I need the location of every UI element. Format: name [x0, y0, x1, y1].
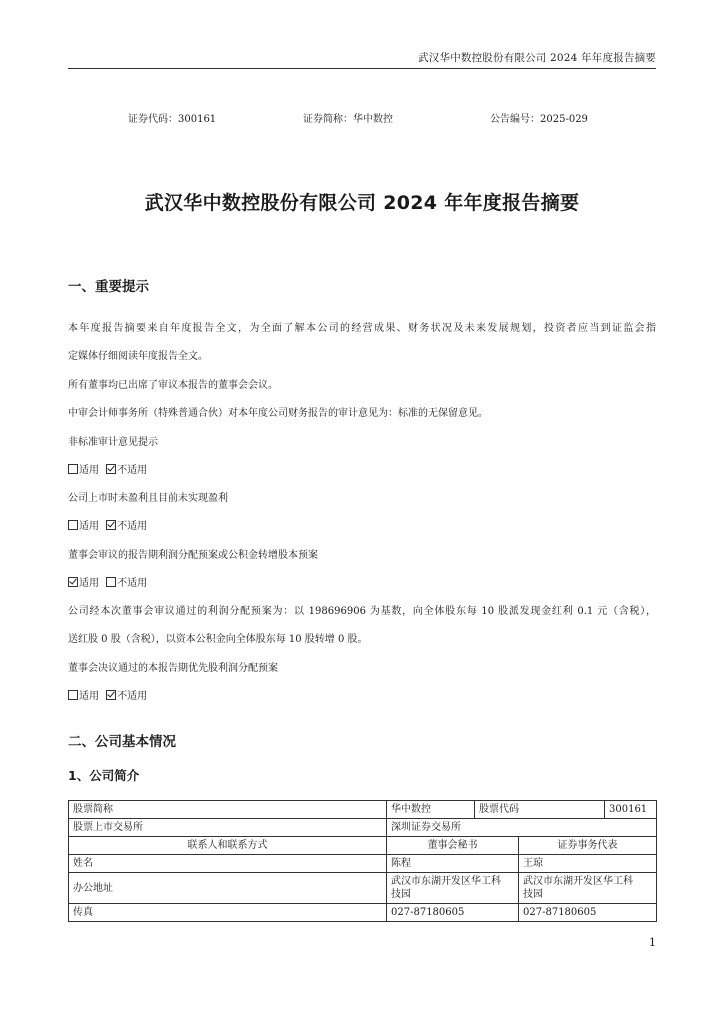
option-applicable: 适用: [79, 465, 99, 476]
address-line: 技园: [391, 889, 411, 900]
table-cell: 联系人和联系方式: [69, 837, 387, 855]
table-row: [69, 855, 657, 873]
table-cell: [519, 873, 657, 904]
option-not-applicable: 不适用: [117, 578, 148, 589]
table-cell: 华中数控: [387, 801, 475, 819]
paragraph-distribution-details-cont: 送红股 0 股（含税），以资本公积金向全体股东每 10 股转增 0 股。: [68, 634, 368, 645]
option-applicable: 适用: [79, 578, 99, 589]
paragraph-summary-source-cont: 定媒体仔细阅读年度报告全文。: [68, 351, 208, 362]
table-cell: 陈程: [387, 855, 519, 873]
checkbox-checked-icon: [106, 520, 116, 530]
table-cell: 股票简称: [69, 801, 387, 819]
table-cell: 王琼: [519, 855, 657, 873]
notice-number: 公告编号：2025-029: [490, 114, 588, 125]
table-cell: 办公地址: [69, 873, 387, 904]
checkbox-checked-icon: [68, 577, 78, 587]
address-line: 武汉市东湖开发区华工科: [523, 876, 633, 887]
table-cell: 深圳证券交易所: [387, 819, 657, 837]
table-cell: 027-87180605: [387, 904, 519, 922]
paragraph-audit-opinion: 中审会计师事务所（特殊普通合伙）对本年度公司财务报告的审计意见为：标准的无保留意见。: [68, 408, 488, 419]
section-heading-important-notes: 一、重要提示: [68, 279, 149, 295]
table-cell: 300161: [605, 801, 657, 819]
table-cell: 传真: [69, 904, 387, 922]
table-cell: 姓名: [69, 855, 387, 873]
stock-code: 证券代码：300161: [128, 114, 217, 125]
table-row: [69, 801, 657, 819]
address-line: 技园: [523, 889, 543, 900]
option-row-nonstandard-audit: [68, 461, 151, 476]
table-cell: 股票上市交易所: [69, 819, 387, 837]
company-profile-table: [68, 800, 657, 922]
table-cell: [387, 873, 519, 904]
option-not-applicable: 不适用: [117, 465, 148, 476]
table-row: [69, 873, 657, 904]
table-cell: 证券事务代表: [519, 837, 657, 855]
paragraph-directors-attendance: 所有董事均已出席了审议本报告的董事会会议。: [68, 380, 278, 391]
paragraph-nonstandard-audit: 非标准审计意见提示: [68, 437, 158, 448]
option-row-profit-distribution: [68, 574, 151, 589]
paragraph-distribution-details: 公司经本次董事会审议通过的利润分配预案为：以 198696906 为基数，向全体股东每 10 股派发现金红利 0.1 元（含税），: [68, 606, 656, 617]
paragraph-summary-source: 本年度报告摘要来自年度报告全文，为全面了解本公司的经营成果、财务状况及未来发展规划，投资者应当到证监会指: [68, 323, 656, 334]
running-header: 武汉华中数控股份有限公司 2024 年年度报告摘要: [418, 52, 656, 64]
option-not-applicable: 不适用: [117, 521, 148, 532]
option-not-applicable: 不适用: [117, 691, 148, 702]
page-number: 1: [649, 936, 656, 949]
option-applicable: 适用: [79, 521, 99, 532]
table-cell: 股票代码: [475, 801, 605, 819]
address-line: 武汉市东湖开发区华工科: [391, 876, 501, 887]
checkbox-empty-icon: [106, 577, 116, 587]
stock-short-name: 证券简称：华中数控: [303, 114, 393, 125]
paragraph-profit-distribution-plan: 董事会审议的报告期利润分配预案或公积金转增股本预案: [68, 550, 318, 561]
paragraph-preferred-stock-plan: 董事会决议通过的本报告期优先股利润分配预案: [68, 663, 278, 674]
checkbox-checked-icon: [106, 464, 116, 474]
table-cell: 027-87180605: [519, 904, 657, 922]
paragraph-unprofitable-listing: 公司上市时未盈利且目前未实现盈利: [68, 493, 228, 504]
checkbox-empty-icon: [68, 690, 78, 700]
option-row-preferred-stock: [68, 687, 151, 702]
table-row: [69, 837, 657, 855]
checkbox-checked-icon: [106, 690, 116, 700]
section-heading-company-basics: 二、公司基本情况: [68, 734, 176, 750]
checkbox-empty-icon: [68, 464, 78, 474]
table-row: [69, 904, 657, 922]
table-row: [69, 819, 657, 837]
option-applicable: 适用: [79, 691, 99, 702]
header-rule: [68, 68, 656, 69]
document-title: 武汉华中数控股份有限公司 2024 年年度报告摘要: [144, 192, 580, 214]
subsection-heading-company-profile: 1、公司简介: [68, 768, 140, 783]
option-row-unprofitable: [68, 517, 151, 532]
checkbox-empty-icon: [68, 520, 78, 530]
table-cell: 董事会秘书: [387, 837, 519, 855]
